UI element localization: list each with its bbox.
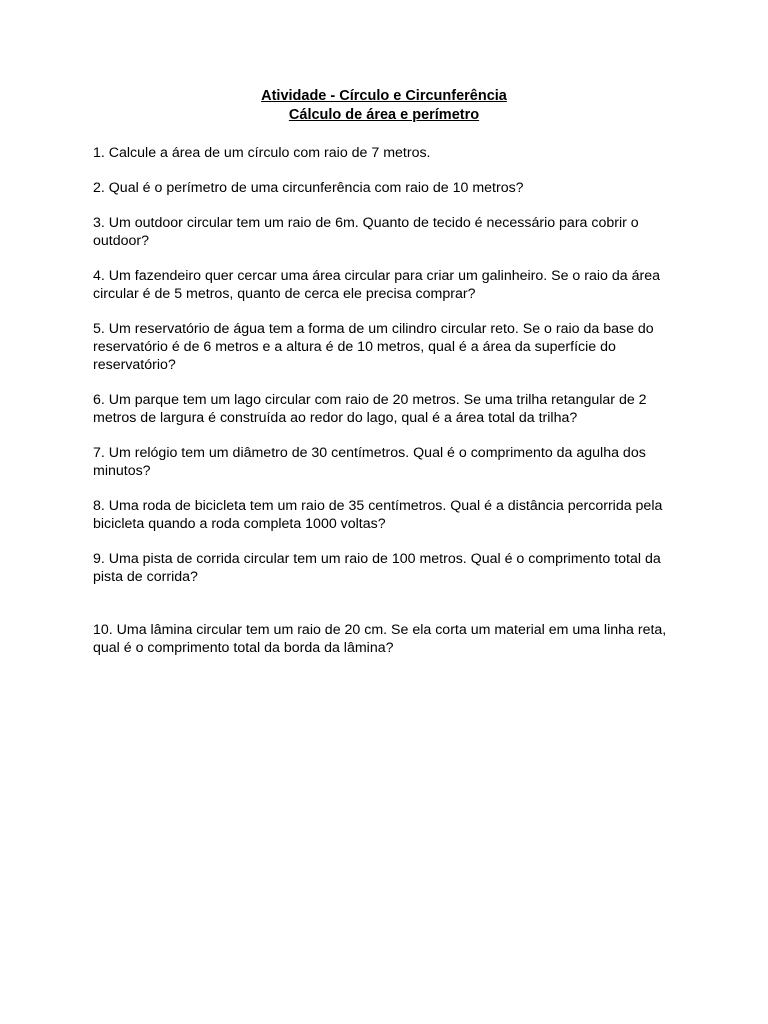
question-9: 9. Uma pista de corrida circular tem um raio de 100 metros. Qual é o comprimento total da pista de corrida?: [93, 551, 661, 585]
question-list: [93, 144, 683, 674]
document-subtitle: Cálculo de área e perímetro: [288, 107, 480, 123]
question-4: 4. Um fazendeiro quer cercar uma área circular para criar um galinheiro. Se o raio da área circular é de 5 metros, quanto de cerca ele precisa comprar?: [93, 268, 660, 302]
question-8: 8. Uma roda de bicicleta tem um raio de 35 centímetros. Qual é a distância percorrida pela bicicleta quando a roda completa 1000 voltas?: [93, 498, 663, 532]
document-title: Atividade - Círculo e Circunferência: [261, 88, 507, 104]
question-1: 1. Calcule a área de um círculo com raio de 7 metros.: [93, 145, 431, 161]
question-3: 3. Um outdoor circular tem um raio de 6m. Quanto de tecido é necessário para cobrir o outdoor?: [93, 215, 639, 249]
question-10: 10. Uma lâmina circular tem um raio de 20 cm. Se ela corta um material em uma linha reta, qual é o comprimento total da borda da lâmina?: [93, 622, 667, 656]
question-5: 5. Um reservatório de água tem a forma de um cilindro circular reto. Se o raio da base do reservatório é de 6 metros e a altura é de 10 metros, qual é a área da superfície do reservatório?: [93, 321, 654, 373]
question-6: 6. Um parque tem um lago circular com raio de 20 metros. Se uma trilha retangular de 2 metros de largura é construída ao redor do lago, qual é a área total da trilha?: [93, 392, 647, 426]
question-7: 7. Um relógio tem um diâmetro de 30 centímetros. Qual é o comprimento da agulha dos minutos?: [93, 445, 646, 479]
question-2: 2. Qual é o perímetro de uma circunferência com raio de 10 metros?: [93, 180, 524, 196]
title-block: [0, 87, 768, 125]
